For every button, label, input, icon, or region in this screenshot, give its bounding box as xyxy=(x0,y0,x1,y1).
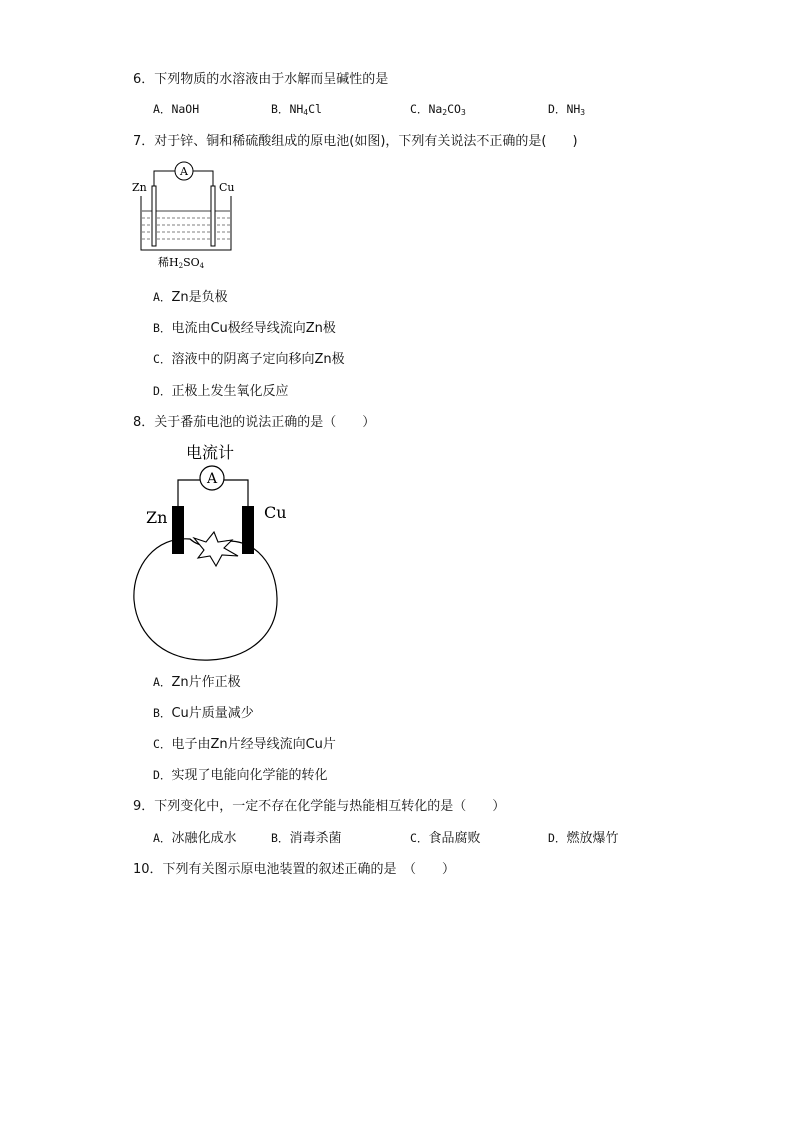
option-9d: D．燃放爆竹 xyxy=(548,831,619,846)
option-7b: B．电流由Cu极经导线流向Zn极 xyxy=(153,321,336,336)
question-text: 下列变化中，一定不存在化学能与热能相互转化的是（ ） xyxy=(154,799,506,814)
question-text: 关于番茄电池的说法正确的是（ ） xyxy=(154,415,376,430)
option-6d: D．$NH_3$ xyxy=(548,102,586,117)
cu-electrode xyxy=(211,186,215,246)
question-text: 下列物质的水溶液由于水解而呈碱性的是 xyxy=(154,72,389,87)
cu-label: Cu xyxy=(264,503,287,522)
option-9b: B．消毒杀菌 xyxy=(271,831,342,846)
question-9 xyxy=(133,795,505,814)
question-6 xyxy=(133,68,388,87)
zn-electrode xyxy=(172,506,184,554)
option-8c: C．电子由Zn片经导线流向Cu片 xyxy=(153,737,336,752)
question-7 xyxy=(133,130,578,149)
zn-electrode xyxy=(152,186,156,246)
ammeter-label: A xyxy=(180,165,188,178)
question-text: 下列有关图示原电池装置的叙述正确的是 （ ） xyxy=(162,862,456,877)
question-number: 8． xyxy=(133,415,155,430)
question-number: 6． xyxy=(133,72,155,87)
cu-label: Cu xyxy=(219,181,235,194)
question-number: 9． xyxy=(133,799,155,814)
option-8a: A．Zn片作正极 xyxy=(153,675,241,690)
ammeter-label: A xyxy=(206,471,218,487)
option-6c: C．$Na_2CO_3$ xyxy=(410,102,466,117)
option-7d: D．正极上发生氧化反应 xyxy=(153,384,289,399)
meter-label: 电流计 xyxy=(185,443,235,462)
option-6b: B．$NH_4Cl$ xyxy=(271,102,322,117)
question-text: 对于锌、铜和稀硫酸组成的原电池(如图)，下列有关说法不正确的是( ) xyxy=(154,134,578,149)
cu-electrode xyxy=(242,506,254,554)
question-8 xyxy=(133,411,375,430)
question-10 xyxy=(133,858,455,877)
option-8d: D．实现了电能向化学能的转化 xyxy=(153,768,328,783)
option-7a: A．Zn是负极 xyxy=(153,290,228,305)
question-number: 7． xyxy=(133,134,155,149)
option-6a: A．NaOH xyxy=(153,102,200,116)
tomato-cell-figure xyxy=(128,438,308,664)
question-number: 10． xyxy=(133,862,163,877)
option-9a: A．冰融化成水 xyxy=(153,831,237,846)
electrolyte-caption: 稀H2SO4 xyxy=(158,256,205,270)
zn-label: Zn xyxy=(132,181,147,194)
option-8b: B．Cu片质量减少 xyxy=(153,706,254,721)
option-7c: C．溶液中的阴离子定向移向Zn极 xyxy=(153,352,345,367)
zn-cu-cell-figure xyxy=(128,156,248,274)
zn-label: Zn xyxy=(146,508,168,527)
option-9c: C．食品腐败 xyxy=(410,831,481,846)
